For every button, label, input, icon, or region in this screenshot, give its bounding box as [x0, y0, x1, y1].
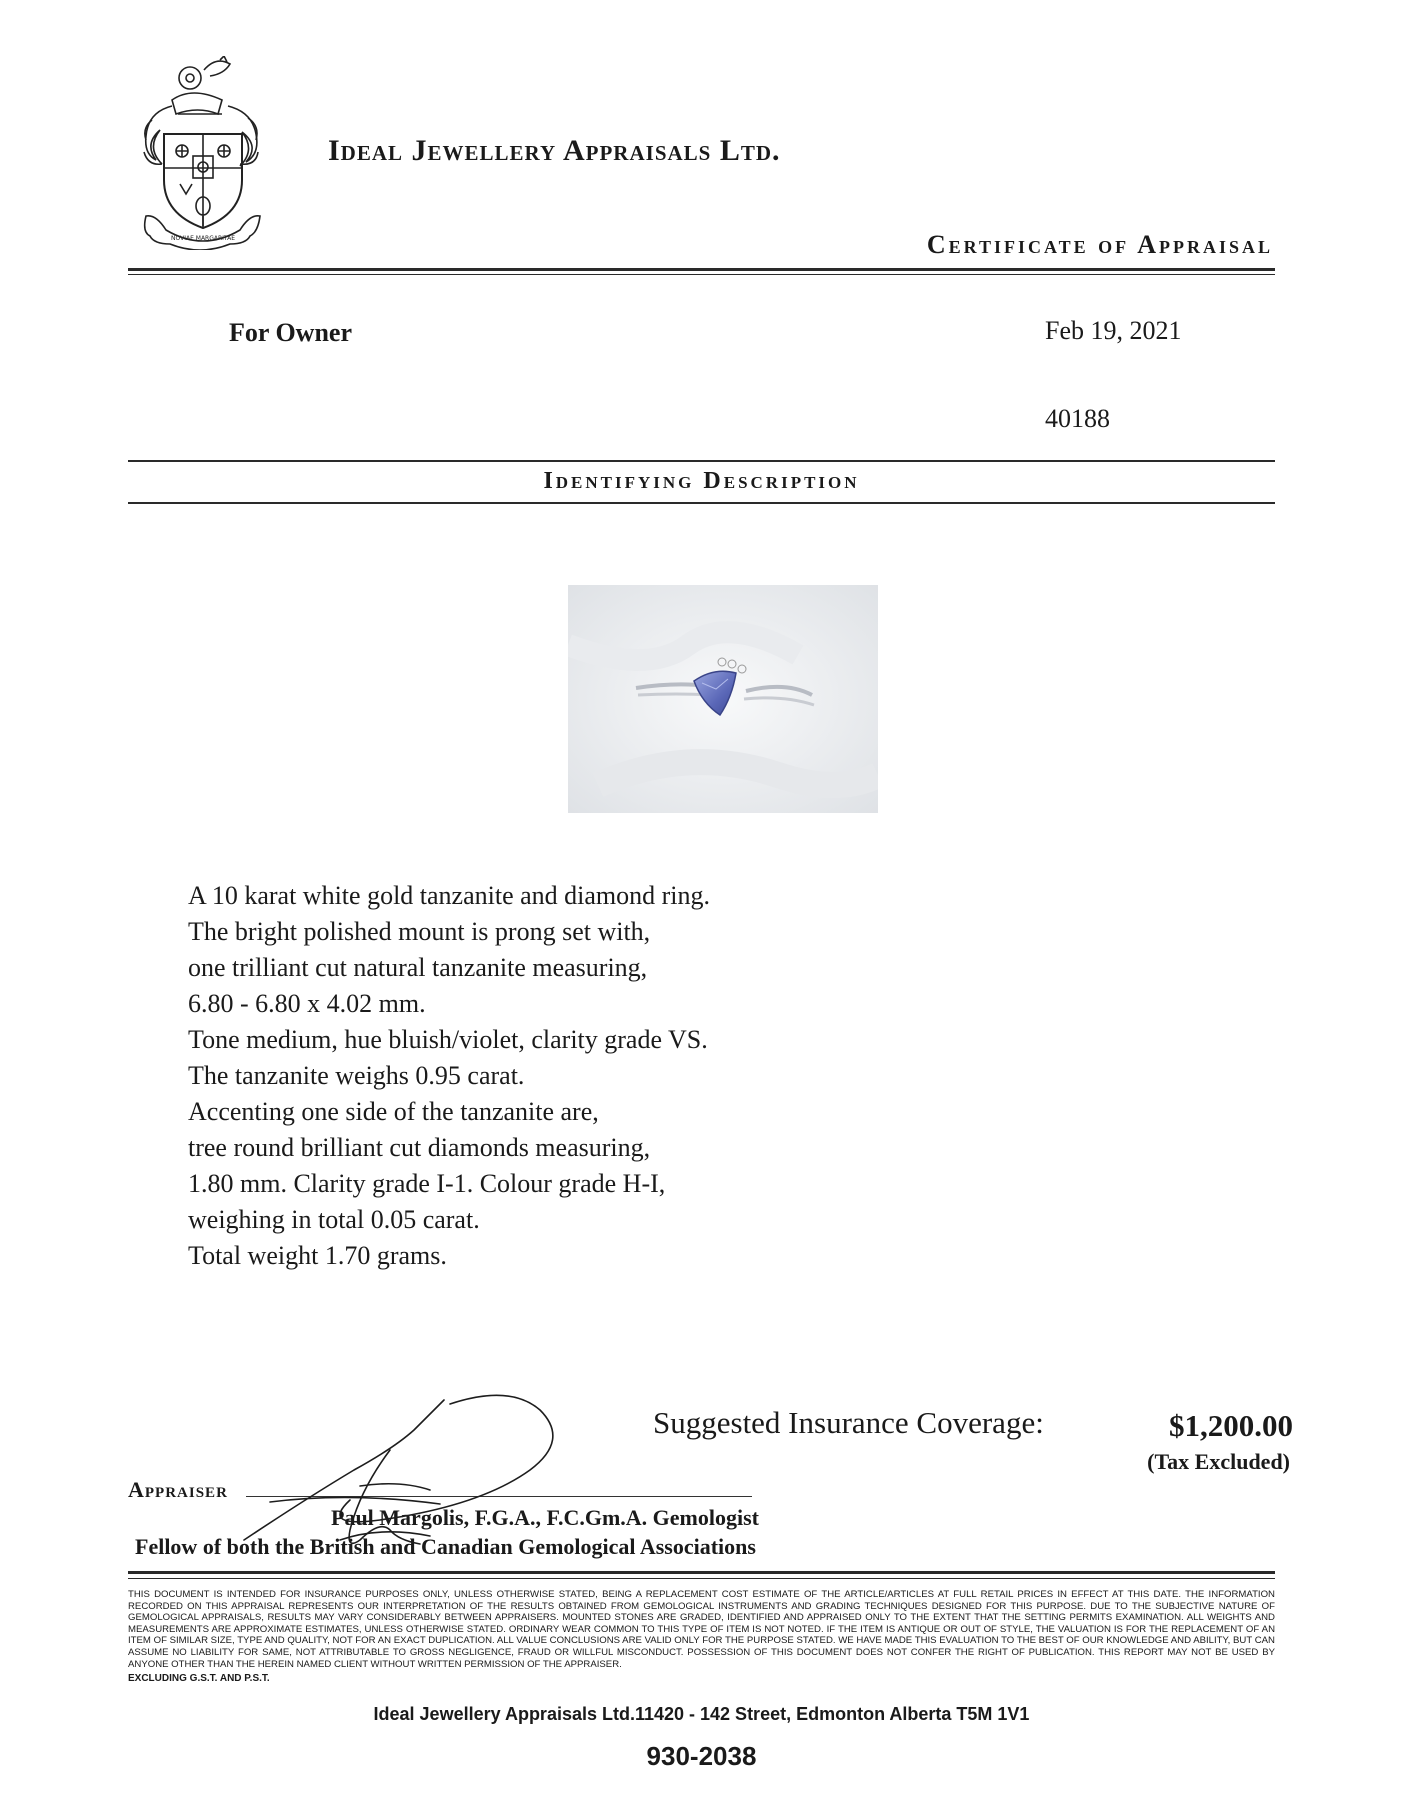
- footer-rule-thick: [128, 1571, 1275, 1574]
- section-rule-bottom: [128, 502, 1275, 504]
- description-line: The bright polished mount is prong set with,: [188, 917, 651, 946]
- appraisal-date: Feb 19, 2021: [1045, 316, 1182, 345]
- item-description: [188, 878, 710, 1274]
- appraiser-label: Appraiser: [128, 1477, 228, 1502]
- certificate-title: Certificate of Appraisal: [926, 230, 1273, 259]
- footer-rule-thin: [128, 1578, 1275, 1579]
- description-line: Tone medium, hue bluish/violet, clarity grade VS.: [188, 1025, 708, 1054]
- description-line: Accenting one side of the tanzanite are,: [188, 1097, 599, 1126]
- description-line: weighing in total 0.05 carat.: [188, 1205, 480, 1234]
- header-rule-thin: [128, 274, 1275, 275]
- reference-number: 40188: [1045, 404, 1110, 433]
- description-line: The tanzanite weighs 0.95 carat.: [188, 1061, 525, 1090]
- ring-photo: [568, 585, 878, 813]
- company-name: Ideal Jewellery Appraisals Ltd.: [328, 134, 781, 167]
- insurance-coverage-amount: $1,200.00: [1169, 1408, 1293, 1443]
- legal-disclaimer: THIS DOCUMENT IS INTENDED FOR INSURANCE PURPOSES ONLY, UNLESS OTHERWISE STATED, BEING A REPLACEMENT COST ESTIMATE OF THE ARTICLE/ARTICLES AT FULL RETAIL PRICES IN EFFECT AT THIS DATE. THE INFORMATION RECORDED ON THIS APPRAISAL REPRESENTS OUR INTERPRETATION OF THE RESULTS OBTAINED FROM GEMOLOGICAL INSTRUMENTS AND GRADING TECHNIQUES DESIGNED FOR THIS PURPOSE. DUE TO THE SUBJECTIVE NATURE OF GEMOLOGICAL APPRAISALS, RESULTS MAY VARY CONSIDERABLY BETWEEN APPRAISERS. MOUNTED STONES ARE GRADED, IDENTIFIED AND APPRAISED ONLY TO THE EXTENT THAT THE SETTING PERMITS EXAMINATION. ALL WEIGHTS AND MEASUREMENTS ARE APPROXIMATE ESTIMATES, UNLESS OTHERWISE STATED. ORDINARY WEAR COMMON TO THIS TYPE OF ITEM IS NOT NOTED. IF THE ITEM IS ANTIQUE OR OUT OF STYLE, THE VALUATION IS FOR THE REPLACEMENT OF AN ITEM OF SIMILAR SIZE, TYPE AND QUALITY, NOT FOR AN EXACT DUPLICATION. ALL VALUE CONCLUSIONS ARE VALID ONLY FOR THE PURPOSE STATED. WE HAVE MADE THIS EVALUATION TO THE BEST OF OUR KNOWLEDGE AND ABILITY, BUT CAN ASSUME NO LIABILITY FOR SAME, NOT ATTRIBUTABLE TO GROSS NEGLIGENCE, FRAUD OR WILLFUL MISCONDUCT. POSSESSION OF THIS DOCUMENT DOES NOT CONFER THE RIGHT OF PUBLICATION. THIS REPORT MAY NOT BE USED BY ANYONE OTHER THAN THE HEREIN NAMED CLIENT WITHOUT WRITTEN PERMISSION OF THE APPRAISER.: [128, 1589, 1275, 1670]
- appraiser-fellowship: Fellow of both the British and Canadian Gemological Associations: [135, 1534, 756, 1559]
- crest-motto: NOVIAE MARGARITAE: [170, 235, 236, 242]
- description-line: A 10 karat white gold tanzanite and diamond ring.: [188, 881, 711, 910]
- company-phone: 930-2038: [646, 1741, 757, 1771]
- company-address: Ideal Jewellery Appraisals Ltd.11420 - 142 Street, Edmonton Alberta T5M 1V1: [373, 1704, 1030, 1724]
- section-title: Identifying Description: [543, 468, 860, 494]
- description-line: one trilliant cut natural tanzanite measuring,: [188, 953, 648, 982]
- signature-icon: [240, 1390, 560, 1570]
- insurance-coverage-label: Suggested Insurance Coverage:: [653, 1405, 1044, 1440]
- section-rule-top: [128, 460, 1275, 462]
- description-line: 1.80 mm. Clarity grade I-1. Colour grade H-I,: [188, 1169, 666, 1198]
- description-line: Total weight 1.70 grams.: [188, 1241, 447, 1270]
- tax-note: (Tax Excluded): [1147, 1449, 1290, 1474]
- owner-label: For Owner: [229, 318, 352, 347]
- appraiser-name: Paul Margolis, F.G.A., F.C.Gm.A. Gemologist: [331, 1505, 759, 1530]
- header-rule-thick: [128, 268, 1275, 271]
- tax-exclusion: EXCLUDING G.S.T. AND P.S.T.: [128, 1673, 270, 1684]
- description-line: tree round brilliant cut diamonds measuring,: [188, 1133, 651, 1162]
- company-crest: [132, 56, 284, 250]
- description-line: 6.80 - 6.80 x 4.02 mm.: [188, 989, 426, 1018]
